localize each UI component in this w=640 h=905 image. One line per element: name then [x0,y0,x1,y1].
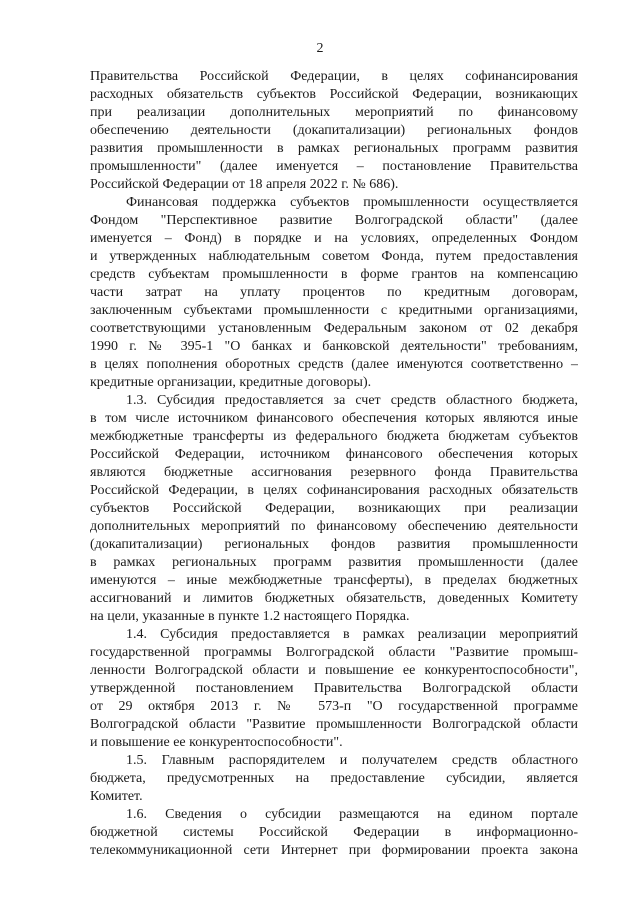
text-line: ассигнований и лимитов бюджетных обязательств, доведенных Комитету [90,591,578,606]
text-line: дополнительных мероприятий по финансовому обеспечению деятельности [90,519,578,534]
document-body [90,68,578,860]
paragraph [90,68,578,194]
text-line: Российской Федерации, источником финансового обеспечения которых [90,447,578,462]
text-line: ленности Волгоградской области и повышение ее конкурентоспособности", [90,663,578,678]
text-line: Финансовая поддержка субъектов промышленности осуществляется [126,195,578,210]
paragraph [90,806,578,860]
text-line: являются бюджетные ассигнования резервного фонда Правительства [90,465,578,480]
text-line: Правительства Российской Федерации, в целях софинансирования [90,69,578,84]
text-line: Российской Федерации от 18 апреля 2022 г. № 686). [90,177,399,192]
text-line: субъектов Российской Федерации, возникающих при реализации [90,501,578,516]
text-line: при реализации дополнительных мероприятий по финансовому [90,105,578,120]
text-line: в том числе источником финансового обеспечения которых являются иные [90,411,578,426]
text-line: обеспечению деятельности (докапитализации) региональных фондов [90,123,578,138]
text-line: и повышение ее конкурентоспособности". [90,735,343,750]
text-line: именуются – иные межбюджетные трансферты), в пределах бюджетных [90,573,578,588]
text-line: развития промышленности в рамках региональных программ развития [90,141,578,156]
text-line: промышленности" (далее именуется – постановление Правительства [90,159,578,174]
text-line: Фондом "Перспективное развитие Волгоградской области" (далее [90,213,578,228]
text-line: соответствующими установленным Федеральным законом от 02 декабря [90,321,578,336]
text-line: и утвержденных наблюдательным советом Фонда, путем предоставления [90,249,578,264]
paragraph [90,626,578,752]
text-line: в целях пополнения оборотных средств (далее именуются соответственно – [90,357,578,372]
text-line: Комитет. [90,789,143,804]
text-line: межбюджетные трансферты из федерального бюджета бюджетам субъектов [90,429,578,444]
text-line: в рамках региональных программ развития промышленности (далее [90,555,578,570]
text-line: (докапитализации) региональных фондов развития промышленности [90,537,578,552]
text-line: расходных обязательств субъектов Российской Федерации, возникающих [90,87,578,102]
text-line: части затрат на уплату процентов по кредитным договорам, [90,285,578,300]
text-line: 1.3. Субсидия предоставляется за счет средств областного бюджета, [126,393,578,408]
text-line: на цели, указанные в пункте 1.2 настоящего Порядка. [90,609,410,624]
text-line: Российской Федерации, в целях софинансирования расходных обязательств [90,483,578,498]
paragraph [90,752,578,806]
text-line: государственной программы Волгоградской области "Развитие промыш- [90,645,578,660]
text-line: бюджета, предусмотренных на предоставление субсидии, является [90,771,578,786]
paragraph [90,392,578,626]
text-line: 1.5. Главным распорядителем и получателем средств областного [126,753,578,768]
text-line: именуется – Фонд) в порядке и на условиях, определенных Фондом [90,231,578,246]
text-line: средств субъектам промышленности в форме грантов на компенсацию [90,267,578,282]
text-line: 1990 г. № 395-1 "О банках и банковской деятельности" требованиям, [90,339,578,354]
text-line: 1.6. Сведения о субсидии размещаются на едином портале [126,807,578,822]
text-line: телекоммуникационной сети Интернет при формировании проекта закона [90,843,578,858]
text-line: 1.4. Субсидия предоставляется в рамках реализации мероприятий [126,627,578,642]
text-line: кредитные организации, кредитные договоры). [90,375,372,390]
paragraph [90,194,578,392]
text-line: бюджетной системы Российской Федерации в информационно- [90,825,578,840]
text-line: Волгоградской области "Развитие промышленности Волгоградской области [90,717,578,732]
text-line: от 29 октября 2013 г. № 573-п "О государственной программе [90,699,578,714]
page-number: 2 [316,41,324,56]
text-line: утвержденной постановлением Правительства Волгоградской области [90,681,578,696]
text-line: заключенным субъектами промышленности с кредитными организациями, [90,303,578,318]
